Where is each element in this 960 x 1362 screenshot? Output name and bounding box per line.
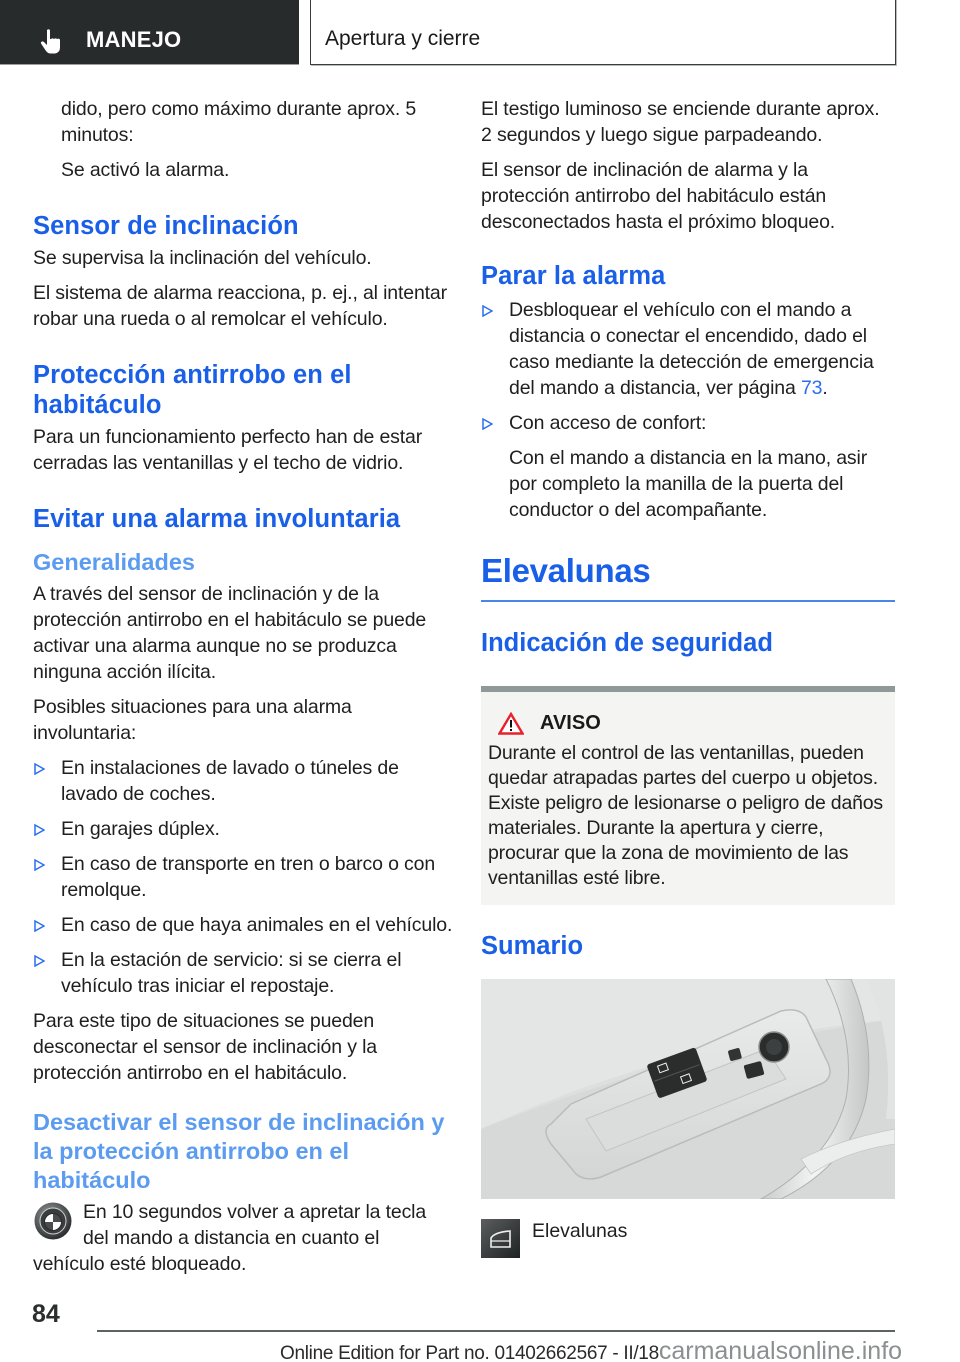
- page-link[interactable]: 73: [800, 377, 823, 399]
- chapter-label: MANEJO: [86, 27, 182, 52]
- list-item: En instalaciones de lavado o túneles de lavado de coches.: [33, 755, 453, 807]
- paragraph: Se supervisa la inclinación del vehículo.: [33, 247, 372, 269]
- edition-text: Online Edition for Part no. 01402662567 - II/18: [280, 1343, 659, 1362]
- intro-text: dido, pero como máximo durante aprox. 5 minutos:: [61, 98, 417, 146]
- triangle-bullet-icon: [482, 305, 493, 317]
- door-panel-image: [481, 979, 895, 1199]
- paragraph: El sensor de inclinación de alarma y la protección antirrobo del habitáculo están desconectados hasta el próximo bloqueo.: [481, 159, 836, 233]
- heading-general: Generalidades: [33, 549, 195, 575]
- hand-pointer-icon: [40, 28, 64, 54]
- footer-divider: [415, 1330, 895, 1332]
- left-column: [33, 96, 453, 1277]
- warning-title: AVISO: [540, 712, 601, 734]
- watermark: carmanualsonline.info: [658, 1337, 903, 1362]
- warning-box: [481, 686, 895, 905]
- heading-avoid-false-alarm: Evitar una alarma involuntaria: [33, 505, 401, 533]
- warning-header: [498, 712, 887, 735]
- paragraph: A través del sensor de inclinación y de la protección antirrobo en el habitáculo se puede activar una alarma aunque no se produzca ninguna acción ilícita.: [33, 583, 427, 683]
- list-item: Desbloquear el vehículo con el mando a distancia o conectar el encendido, dado el caso mediante la detección de emergencia del mando a distancia, ver página 73.: [481, 297, 895, 401]
- list-item: En caso de que haya animales en el vehículo.: [33, 912, 453, 938]
- triangle-bullet-icon: [34, 859, 45, 871]
- warning-text: Durante el control de las ventanillas, pueden quedar atrapadas partes del cuerpo u objetos. Existe peligro de lesionarse o peligro de daños materiales. Durante la apertura y cierre, procurar que la zona de movimiento de las ventanillas esté libre.: [488, 742, 883, 889]
- triangle-bullet-icon: [34, 955, 45, 967]
- triangle-bullet-icon: [34, 763, 45, 775]
- triangle-bullet-icon: [34, 824, 45, 836]
- triangle-bullet-icon: [34, 920, 45, 932]
- heading-deactivate: Desactivar el sensor de inclinación y la protección antirrobo en el habitáculo: [33, 1109, 445, 1193]
- section-title: Apertura y cierre: [325, 27, 481, 50]
- paragraph: El sistema de alarma reacciona, p. ej., al intentar robar una rueda o al remolcar el vehículo.: [33, 282, 447, 330]
- bmw-key-icon: [33, 1201, 73, 1241]
- door-panel-illustration: [481, 979, 895, 1199]
- situations-list: [33, 755, 453, 999]
- list-item-detail: Con el mando a distancia en la mano, asir por completo la manilla de la puerta del conductor o del acompañante.: [509, 447, 868, 521]
- right-column: [481, 96, 895, 1258]
- page-number: 84: [32, 1300, 60, 1328]
- section-header: [310, 0, 896, 65]
- stop-alarm-list: [481, 297, 895, 523]
- key-instruction-text: En 10 segundos volver a apretar la tecla del mando a distancia en cuanto el vehículo esté bloqueado.: [33, 1201, 427, 1275]
- paragraph: Posibles situaciones para una alarma involuntaria:: [33, 696, 352, 744]
- list-item: Con acceso de confort: Con el mando a distancia en la mano, asir por completo la manilla de la puerta del conductor o del acompañante.: [481, 410, 895, 523]
- key-instruction: [33, 1199, 453, 1277]
- heading-tilt-sensor: Sensor de inclinación: [33, 212, 299, 240]
- paragraph: Para un funcionamiento perfecto han de estar cerradas las ventanillas y el techo de vidrio.: [33, 426, 423, 474]
- chapter-heading: Elevalunas: [481, 551, 895, 602]
- paragraph: El testigo luminoso se enciende durante aprox. 2 segundos y luego sigue parpadeando.: [481, 98, 880, 146]
- list-item: En garajes dúplex.: [33, 816, 453, 842]
- list-item: En la estación de servicio: si se cierra el vehículo tras iniciar el repostaje.: [33, 947, 453, 999]
- heading-interior-protection: Protección antirrobo en el habitáculo: [33, 361, 352, 419]
- footer-edition: [280, 1337, 902, 1362]
- caption-text: Elevalunas: [532, 1220, 628, 1242]
- paragraph: Para este tipo de situaciones se pueden desconectar el sensor de inclinación y la protección antirrobo en el habitáculo.: [33, 1010, 377, 1084]
- chapter-tab: [0, 0, 299, 65]
- footer-divider: [97, 1330, 415, 1332]
- caption-row: [481, 1219, 895, 1258]
- heading-stop-alarm: Parar la alarma: [481, 262, 666, 290]
- heading-safety: Indicación de seguridad: [481, 629, 773, 657]
- window-lift-icon: [481, 1219, 520, 1258]
- heading-overview: Sumario: [481, 932, 584, 960]
- intro-text-2: Se activó la alarma.: [61, 159, 230, 181]
- list-item: En caso de transporte en tren o barco o con remolque.: [33, 851, 453, 903]
- triangle-bullet-icon: [482, 418, 493, 430]
- warning-triangle-icon: [498, 712, 524, 735]
